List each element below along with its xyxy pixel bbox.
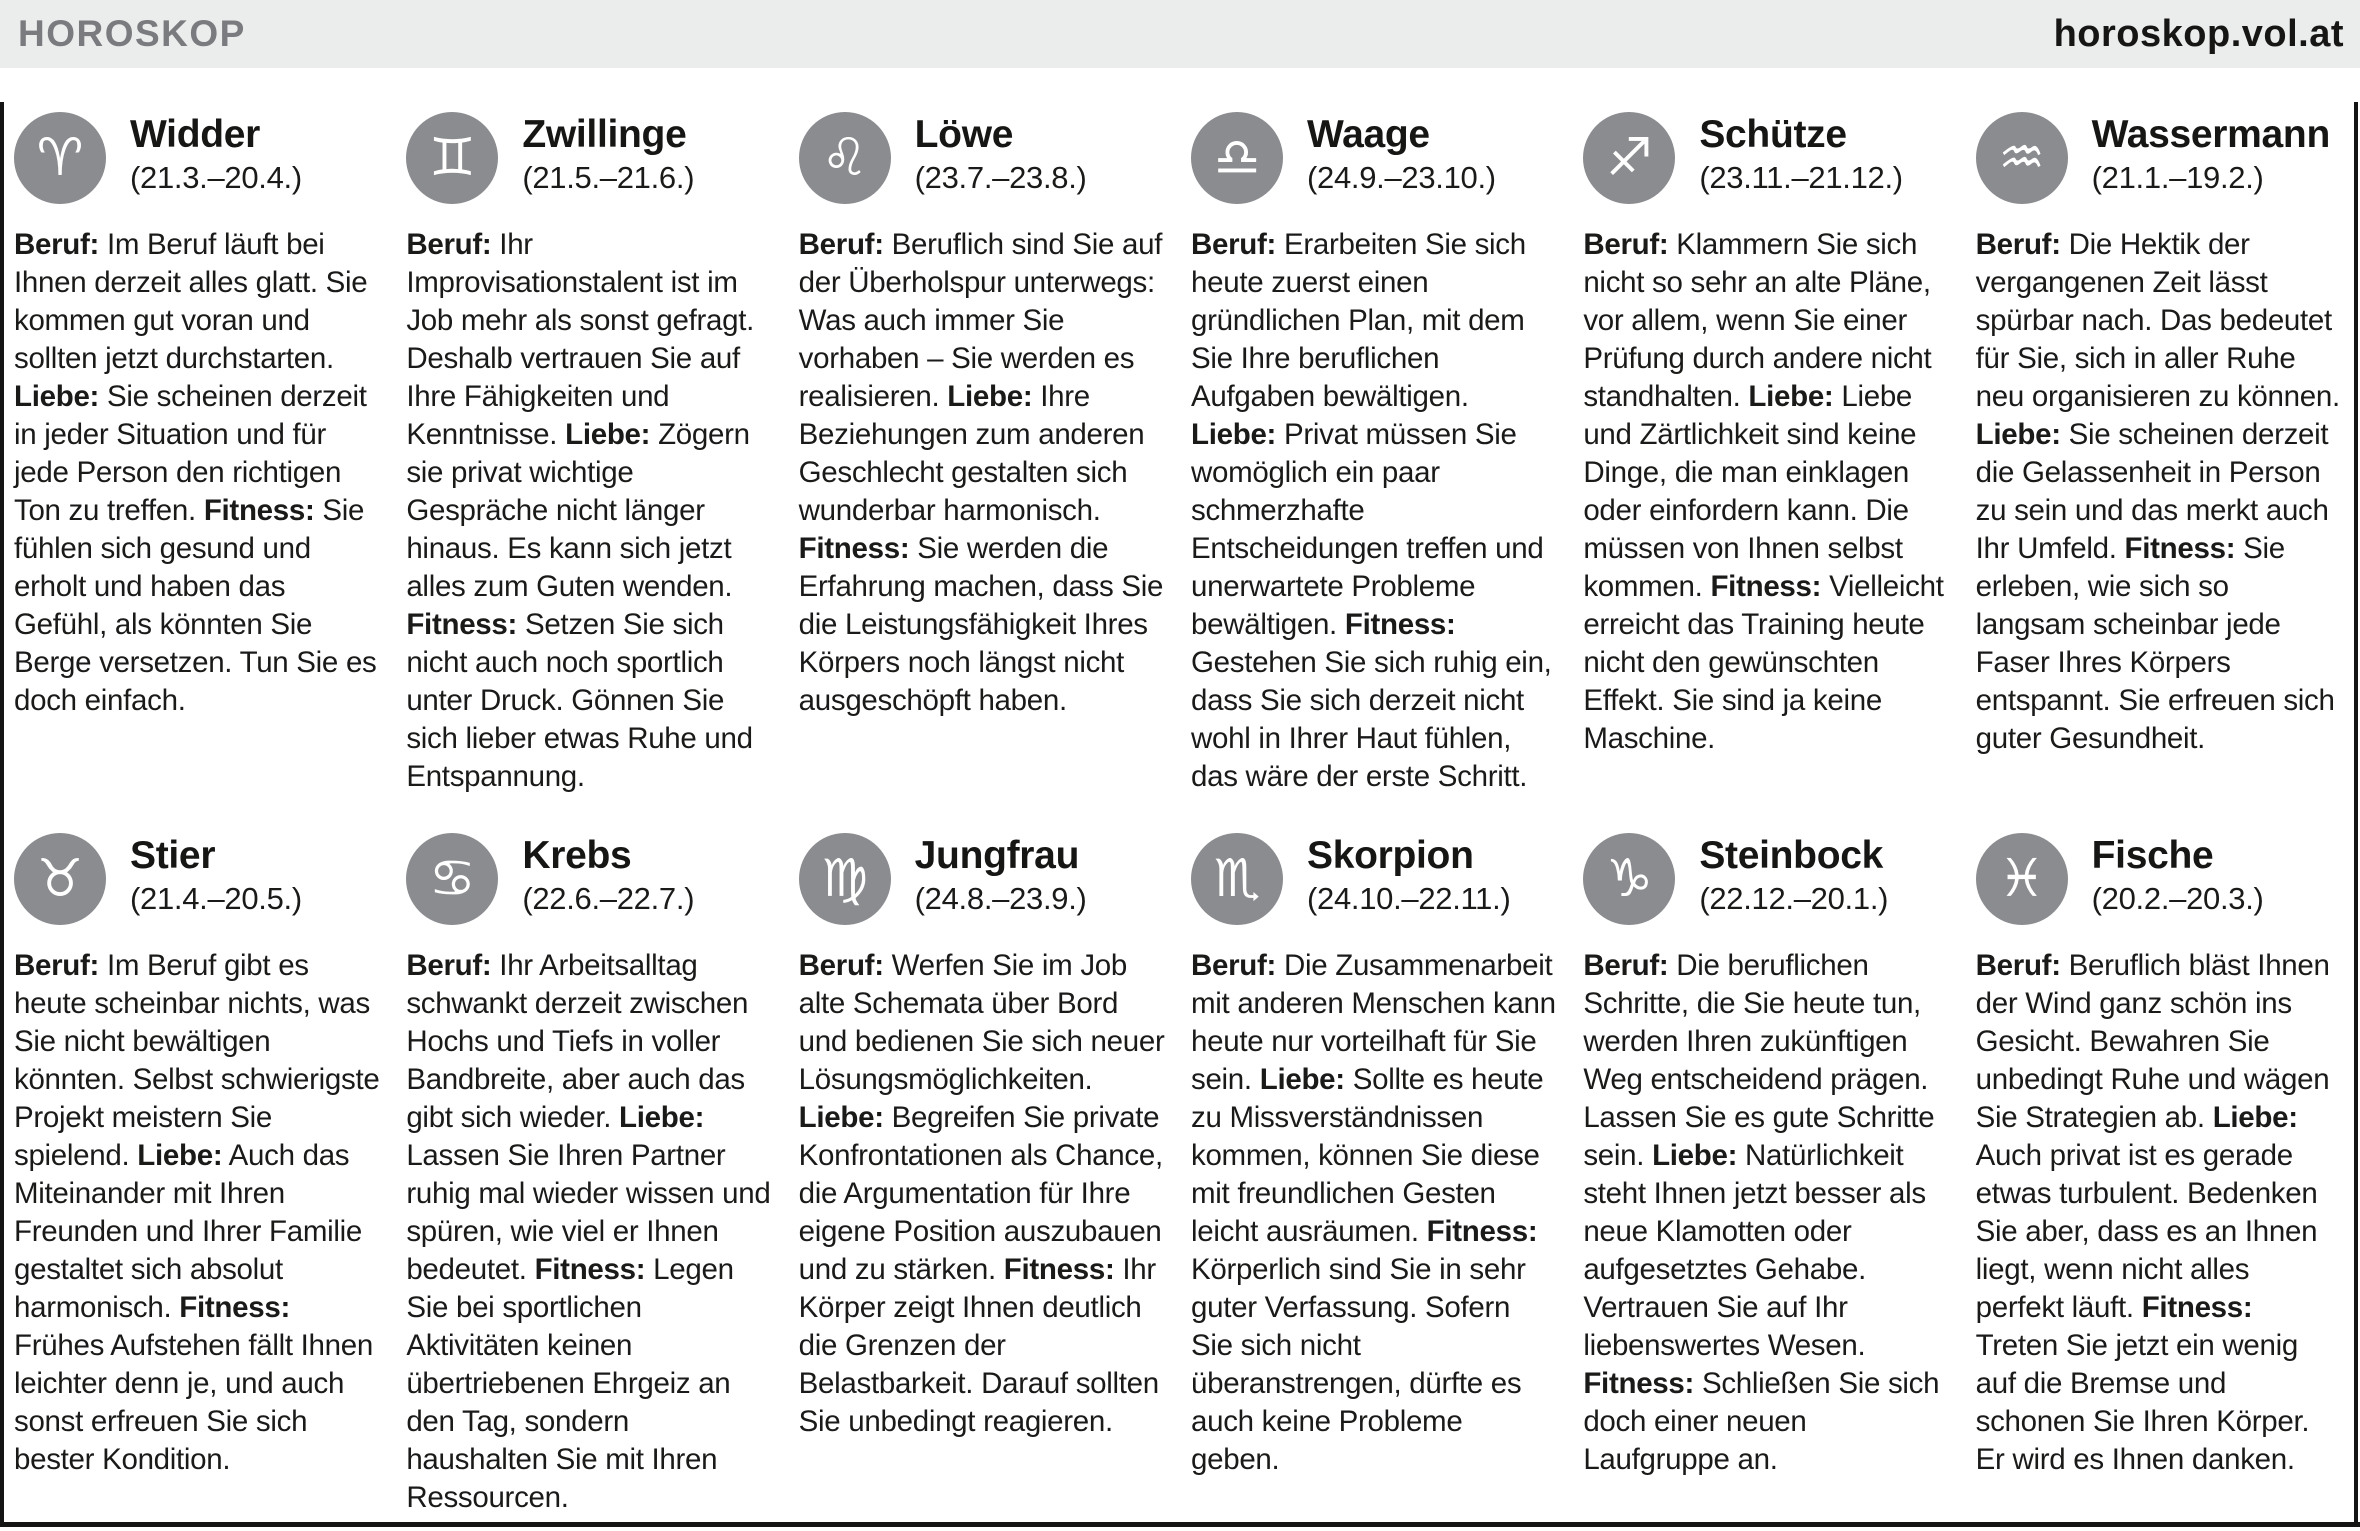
fitness-label: Fitness: — [203, 494, 315, 527]
sign-name: Waage — [1307, 113, 1430, 156]
sign-text — [799, 226, 1165, 720]
sign-titles — [522, 833, 694, 920]
sign-header — [1976, 112, 2342, 204]
beruf-text: Die Hektik der vergangenen Zeit lässt spürbar nach. Das bedeutet für Sie, sich in aller Ruhe neu organisieren zu können. — [1975, 228, 2340, 413]
sign-header — [1583, 112, 1949, 204]
aquarius-icon — [1976, 112, 2068, 204]
beruf-label: Beruf: — [798, 228, 884, 261]
fitness-label: Fitness: — [534, 1253, 646, 1286]
liebe-label: Liebe: — [1652, 1139, 1738, 1172]
beruf-text: Die Zusammenarbeit mit anderen Menschen kann heute nur vorteilhaft für Sie sein. — [1191, 949, 1556, 1096]
liebe-label: Liebe: — [1259, 1063, 1345, 1096]
sign-titles — [1307, 112, 1496, 199]
liebe-label: Liebe: — [1748, 380, 1834, 413]
sign-header — [799, 833, 1165, 925]
content-area — [0, 68, 2360, 1531]
liebe-text: Liebe und Zärtlichkeit sind keine Dinge, die man einklagen oder einfordern kann. Die müssen von Ihnen selbst kommen. — [1583, 380, 1917, 603]
fitness-text: Vielleicht erreicht das Training heute nicht den gewünschten Effekt. Sie sind ja keine Maschine. — [1583, 570, 1944, 755]
beruf-text: Ihr Arbeitsalltag schwankt derzeit zwischen Hochs und Tiefs in voller Bandbreite, aber auch das gibt sich wieder. — [406, 949, 749, 1134]
fitness-text: Sie erleben, wie sich so langsam scheinbar jede Faser Ihres Körpers entspannt. Sie erfreuen sich guter Gesundheit. — [1975, 532, 2335, 755]
fitness-text: Frühes Aufstehen fällt Ihnen leichter denn je, und auch sonst erfreuen Sie sich bester Kondition. — [14, 1329, 373, 1476]
sign-dates: (20.2.–20.3.) — [2091, 880, 2264, 916]
sign-header — [406, 112, 772, 204]
sign-text — [1191, 947, 1557, 1479]
liebe-text: Sollte es heute zu Missverständnissen kommen, können Sie diese mit freundlichen Gesten leicht ausräumen. — [1191, 1063, 1544, 1248]
liebe-label: Liebe: — [1191, 418, 1277, 451]
fitness-label: Fitness: — [1003, 1253, 1115, 1286]
beruf-label: Beruf: — [14, 228, 100, 261]
beruf-text: Beruflich bläst Ihnen der Wind ganz schön ins Gesicht. Bewahren Sie unbedingt Ruhe und wägen Sie Strategien ab. — [1975, 949, 2330, 1134]
virgo-icon — [799, 833, 891, 925]
fitness-label: Fitness: — [1344, 608, 1456, 641]
liebe-label: Liebe: — [2212, 1101, 2298, 1134]
liebe-label: Liebe: — [619, 1101, 705, 1134]
sign-titles — [522, 112, 694, 199]
sign-text — [1583, 226, 1949, 758]
beruf-text: Beruflich sind Sie auf der Überholspur unterwegs: Was auch immer Sie vorhaben – Sie werden es realisieren. — [798, 228, 1163, 413]
beruf-label: Beruf: — [1583, 228, 1669, 261]
beruf-text: Die beruflichen Schritte, die Sie heute tun, werden Ihren zukünftigen Weg entscheidend prägen. Lassen Sie es gute Schritte sein. — [1583, 949, 1935, 1172]
sign-header — [406, 833, 772, 925]
sign-titles — [1699, 112, 1902, 199]
sign-header — [14, 833, 380, 925]
aries-icon — [14, 112, 106, 204]
fitness-label: Fitness: — [2141, 1291, 2253, 1324]
sign-name: Jungfrau — [914, 834, 1080, 877]
sign-header — [799, 112, 1165, 204]
zodiac-glyph: ♊ — [429, 128, 476, 188]
scorpio-icon — [1191, 833, 1283, 925]
liebe-label: Liebe: — [1975, 418, 2061, 451]
beruf-label: Beruf: — [1191, 949, 1277, 982]
sign-card-virgo — [799, 833, 1165, 1517]
sign-name: Fische — [2091, 834, 2214, 877]
sign-name: Stier — [130, 834, 216, 877]
sign-header — [1191, 112, 1557, 204]
fitness-text: Körperlich sind Sie in sehr guter Verfassung. Sofern Sie sich nicht überanstrengen, dürfte es auch keine Probleme geben. — [1191, 1253, 1526, 1476]
sign-text — [406, 226, 772, 796]
sign-header — [1191, 833, 1557, 925]
fitness-label: Fitness: — [1583, 1367, 1695, 1400]
zodiac-glyph: ♏ — [1213, 849, 1261, 909]
zodiac-glyph: ♉ — [36, 849, 84, 909]
sign-titles — [915, 833, 1087, 920]
sign-text — [1976, 226, 2342, 758]
liebe-text: Begreifen Sie private Konfrontationen als Chance, die Argumentation für Ihre eigene Position auszubauen und zu stärken. — [798, 1101, 1163, 1286]
sign-titles — [130, 112, 302, 199]
sign-text — [1191, 226, 1557, 796]
beruf-text: Ihr Improvisationstalent ist im Job mehr als sonst gefragt. Deshalb vertrauen Sie auf Ihre Fähigkeiten und Kenntnisse. — [406, 228, 755, 451]
sign-text — [14, 226, 380, 720]
sign-titles — [915, 112, 1087, 199]
beruf-label: Beruf: — [1191, 228, 1277, 261]
fitness-label: Fitness: — [1426, 1215, 1538, 1248]
sign-dates: (23.7.–23.8.) — [914, 159, 1087, 195]
fitness-label: Fitness: — [179, 1291, 290, 1324]
sign-header — [1976, 833, 2342, 925]
sign-name: Wassermann — [2091, 113, 2330, 156]
cancer-icon — [406, 833, 498, 925]
liebe-text: Sie scheinen derzeit in jeder Situation und für jede Person den richtigen Ton zu treffen. — [14, 380, 367, 527]
sign-name: Steinbock — [1699, 834, 1884, 877]
zodiac-glyph: ♈ — [36, 128, 84, 188]
fitness-text: Sie fühlen sich gesund und erholt und haben das Gefühl, als könnten Sie Berge versetzen. Tun Sie es doch einfach. — [14, 494, 377, 717]
leo-icon — [799, 112, 891, 204]
zodiac-glyph: ♎ — [1213, 128, 1261, 188]
sign-titles — [1699, 833, 1888, 920]
beruf-label: Beruf: — [798, 949, 884, 982]
beruf-text: Im Beruf läuft bei Ihnen derzeit alles glatt. Sie kommen gut voran und sollten jetzt durchstarten. — [14, 228, 368, 375]
beruf-label: Beruf: — [14, 949, 100, 982]
fitness-text: Ihr Körper zeigt Ihnen deutlich die Grenzen der Belastbarkeit. Darauf sollten Sie unbedingt reagieren. — [798, 1253, 1159, 1438]
sign-text — [1976, 947, 2342, 1479]
sign-header — [14, 112, 380, 204]
beruf-label: Beruf: — [1583, 949, 1669, 982]
sign-dates: (24.8.–23.9.) — [914, 880, 1087, 916]
sign-text — [799, 947, 1165, 1441]
liebe-text: Lassen Sie Ihren Partner ruhig mal wieder wissen und spüren, wie viel er Ihnen bedeutet. — [406, 1139, 771, 1286]
sign-card-pisces — [1976, 833, 2342, 1517]
zodiac-glyph: ♋ — [429, 849, 476, 909]
sign-titles — [1307, 833, 1510, 920]
sign-text — [14, 947, 380, 1479]
sign-card-scorpio — [1191, 833, 1557, 1517]
sign-name: Löwe — [914, 113, 1014, 156]
sign-dates: (21.3.–20.4.) — [130, 159, 302, 195]
sign-dates: (21.5.–21.6.) — [522, 159, 695, 195]
liebe-label: Liebe: — [798, 1101, 884, 1134]
sign-header — [1583, 833, 1949, 925]
beruf-label: Beruf: — [1975, 228, 2061, 261]
sign-text — [406, 947, 772, 1517]
bottom-rule — [0, 1522, 2360, 1527]
sign-dates: (21.4.–20.5.) — [130, 880, 302, 916]
sign-name: Schütze — [1699, 113, 1847, 156]
fitness-text: Gestehen Sie sich ruhig ein, dass Sie sich derzeit nicht wohl in Ihrer Haut fühlen, das wäre der erste Schritt. — [1191, 646, 1552, 793]
sign-name: Skorpion — [1307, 834, 1474, 877]
sign-card-aries — [14, 112, 380, 833]
beruf-text: Erarbeiten Sie sich heute zuerst einen gründlichen Plan, mit dem Sie Ihre beruflichen Aufgaben bewältigen. — [1191, 228, 1526, 413]
fitness-text: Sie werden die Erfahrung machen, dass Sie die Leistungsfähigkeit Ihres Körpers noch längst nicht ausgeschöpft haben. — [798, 532, 1164, 717]
sign-card-capricorn — [1583, 833, 1949, 1517]
sign-card-leo — [799, 112, 1165, 833]
zodiac-glyph: ♌ — [821, 128, 868, 188]
fitness-label: Fitness: — [798, 532, 910, 565]
liebe-text: Zögern sie privat wichtige Gespräche nicht länger hinaus. Es kann sich jetzt alles zum Guten wenden. — [406, 418, 750, 603]
sign-titles — [130, 833, 302, 920]
liebe-text: Ihre Beziehungen zum anderen Geschlecht gestalten sich wunderbar harmonisch. — [798, 380, 1145, 527]
fitness-text: Legen Sie bei sportlichen Aktivitäten keinen übertriebenen Ehrgeiz an den Tag, sondern haushalten Sie mit Ihren Ressourcen. — [406, 1253, 734, 1514]
libra-icon — [1191, 112, 1283, 204]
liebe-label: Liebe: — [137, 1139, 223, 1172]
right-rule — [2354, 102, 2358, 1522]
beruf-label: Beruf: — [1975, 949, 2061, 982]
fitness-label: Fitness: — [1710, 570, 1822, 603]
sign-name: Widder — [130, 113, 261, 156]
sign-text — [1583, 947, 1949, 1479]
sign-card-sagittarius — [1583, 112, 1949, 833]
sign-dates: (24.9.–23.10.) — [1307, 159, 1496, 195]
sign-titles — [2092, 112, 2330, 199]
beruf-label: Beruf: — [406, 228, 492, 261]
sign-titles — [2092, 833, 2264, 920]
sign-card-taurus — [14, 833, 380, 1517]
liebe-text: Privat müssen Sie womöglich ein paar schmerzhafte Entscheidungen treffen und unerwartete Probleme bewältigen. — [1191, 418, 1544, 641]
sign-grid — [0, 68, 2360, 1517]
liebe-label: Liebe: — [947, 380, 1033, 413]
fitness-text: Treten Sie jetzt ein wenig auf die Bremse und schonen Sie Ihren Körper. Er wird es Ihnen danken. — [1975, 1329, 2310, 1476]
sign-name: Zwillinge — [522, 113, 687, 156]
left-rule — [0, 102, 4, 1522]
beruf-text: Werfen Sie im Job alte Schemata über Bord und bedienen Sie sich neuer Lösungsmöglichkeiten. — [798, 949, 1165, 1096]
sign-card-libra — [1191, 112, 1557, 833]
beruf-text: Klammern Sie sich nicht so sehr an alte Pläne, vor allem, wenn Sie einer Prüfung durch andere nicht standhalten. — [1583, 228, 1932, 413]
liebe-text: Sie scheinen derzeit die Gelassenheit in Person zu sein und das merkt auch Ihr Umfeld. — [1975, 418, 2329, 565]
capricorn-icon — [1583, 833, 1675, 925]
sign-dates: (24.10.–22.11.) — [1307, 880, 1511, 916]
taurus-icon — [14, 833, 106, 925]
zodiac-glyph: ♑ — [1606, 849, 1653, 909]
zodiac-glyph: ♐ — [1606, 128, 1653, 188]
masthead — [0, 0, 2360, 68]
sagittarius-icon — [1583, 112, 1675, 204]
page-title: HOROSKOP — [18, 13, 246, 54]
fitness-text: Schließen Sie sich doch einer neuen Laufgruppe an. — [1583, 1367, 1940, 1476]
fitness-label: Fitness: — [2124, 532, 2236, 565]
sign-card-aquarius — [1976, 112, 2342, 833]
zodiac-glyph: ♍ — [821, 849, 868, 909]
liebe-label: Liebe: — [14, 380, 100, 413]
beruf-label: Beruf: — [406, 949, 492, 982]
sign-name: Krebs — [522, 834, 632, 877]
zodiac-glyph: ♒ — [1998, 128, 2045, 188]
sign-dates: (22.12.–20.1.) — [1699, 880, 1889, 916]
liebe-text: Auch privat ist es gerade etwas turbulent. Bedenken Sie aber, dass es an Ihnen liegt, wenn nicht alles perfekt läuft. — [1975, 1139, 2318, 1324]
gemini-icon — [406, 112, 498, 204]
liebe-text: Auch das Miteinander mit Ihren Freunden und Ihrer Familie gestaltet sich absolut harmonisch. — [14, 1139, 363, 1324]
liebe-label: Liebe: — [565, 418, 651, 451]
fitness-label: Fitness: — [406, 608, 518, 641]
sign-dates: (22.6.–22.7.) — [522, 880, 695, 916]
beruf-text: Im Beruf gibt es heute scheinbar nichts, was Sie nicht bewältigen könnten. Selbst schwierigste Projekt meistern Sie spielend. — [14, 949, 380, 1172]
sign-card-cancer — [406, 833, 772, 1517]
site-url: horoskop.vol.at — [2053, 12, 2344, 55]
fitness-text: Setzen Sie sich nicht auch noch sportlich unter Druck. Gönnen Sie sich lieber etwas Ruhe und Entspannung. — [406, 608, 753, 793]
pisces-icon — [1976, 833, 2068, 925]
liebe-text: Natürlichkeit steht Ihnen jetzt besser als neue Klamotten oder aufgesetztes Gehabe. Vertrauen Sie auf Ihr liebenswertes Wesen. — [1583, 1139, 1926, 1362]
zodiac-glyph: ♓ — [1998, 849, 2045, 909]
sign-dates: (21.1.–19.2.) — [2091, 159, 2264, 195]
sign-dates: (23.11.–21.12.) — [1699, 159, 1903, 195]
sign-card-gemini — [406, 112, 772, 833]
